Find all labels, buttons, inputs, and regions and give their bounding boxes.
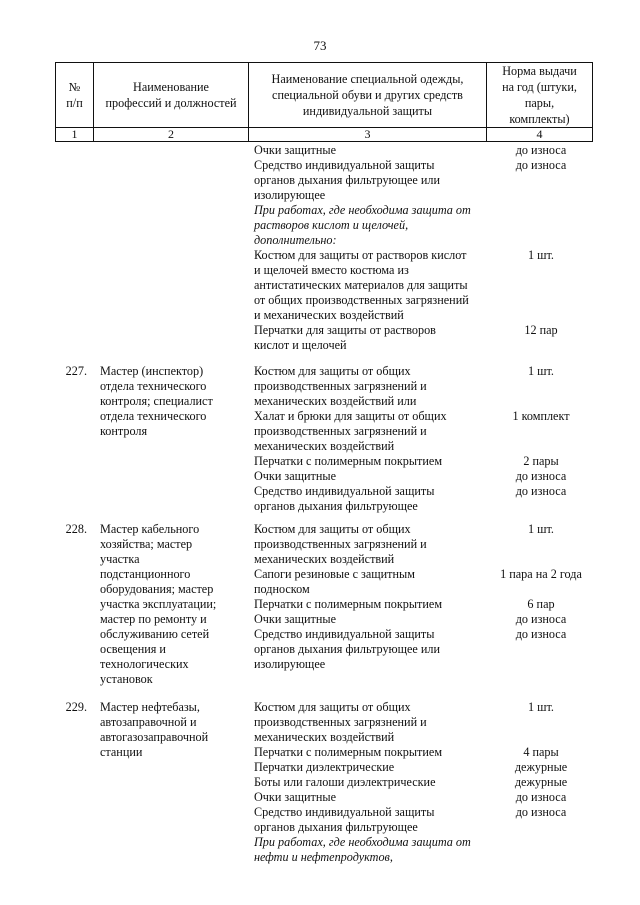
row-228-norm: 1 пара на 2 года (500, 567, 582, 581)
profession-name: Мастер (инспектор) отдела технического контроля; специалист отдела технического контроля (100, 364, 213, 438)
row-229-item: Костюм для защиты от общих производственных загрязнений и механических воздействий (254, 700, 427, 744)
row-228-norm: до износа (515, 627, 567, 641)
row-229-item: Перчатки с полимерным покрытием (254, 745, 443, 759)
row-227-item: Средство индивидуальной защиты органов дыхания фильтрующее (254, 484, 435, 513)
continuation-norm: 1 шт. (528, 248, 554, 262)
row-227-norm: до износа (515, 484, 567, 498)
continuation-item: Перчатки для защиты от растворов кислот и щелочей (254, 323, 436, 352)
column-number-2: 2 (94, 128, 249, 142)
row-229-item: Средство индивидуальной защиты органов дыхания фильтрующее (254, 805, 435, 834)
row-229-item: При работах, где необходима защита от нефти и нефтепродуктов, (254, 835, 471, 864)
row-228-item: Очки защитные (254, 612, 336, 626)
continuation-item: Средство индивидуальной защиты органов дыхания фильтрующее или изолирующее (254, 158, 441, 202)
row-229-norm: дежурные (514, 775, 568, 789)
continuation-item: Очки защитные (254, 143, 336, 157)
header-ppe-name-text: Наименование специальной одежды, специальной обуви и других средств индивидуальной защиты (271, 72, 464, 118)
page-number: 73 (313, 38, 327, 53)
row-number: 228. (65, 522, 87, 536)
row-227-norm: 1 комплект (512, 409, 570, 423)
row-number: 227. (65, 364, 87, 378)
header-profession-text: Наименование профессий и должностей (105, 80, 237, 110)
column-number-1: 1 (56, 128, 94, 142)
row-229-item: Очки защитные (254, 790, 336, 804)
row-229-norm: 1 шт. (528, 700, 554, 714)
row-228-item: Костюм для защиты от общих производственных загрязнений и механических воздействий (254, 522, 427, 566)
continuation-norm: 12 пар (524, 323, 558, 337)
column-number-4: 4 (487, 128, 593, 142)
header-norm-text: Норма выдачи на год (штуки, пары, комплекты) (502, 64, 577, 126)
row-227-norm: 2 пары (523, 454, 559, 468)
row-number: 229. (65, 700, 87, 714)
row-227-item: Очки защитные (254, 469, 336, 483)
row-227-norm: 1 шт. (528, 364, 554, 378)
row-228-norm: 6 пар (527, 597, 555, 611)
row-229-norm: дежурные (514, 760, 568, 774)
row-227-norm: до износа (515, 469, 567, 483)
row-228-norm: до износа (515, 612, 567, 626)
row-229-norm: до износа (515, 805, 567, 819)
row-229-item: Боты или галоши диэлектрические (254, 775, 436, 789)
continuation-item: Костюм для защиты от растворов кислот и щелочей вместо костюма из антистатических материалов для защиты от общих производственных загрязнений и механических воздействий (254, 248, 469, 322)
row-228-item: Сапоги резиновые с защитным подноском (254, 567, 415, 596)
column-number-3: 3 (249, 128, 487, 142)
row-229-norm: 4 пары (523, 745, 559, 759)
row-229-item: Перчатки диэлектрические (254, 760, 395, 774)
row-227-item: Халат и брюки для защиты от общих производственных загрязнений и механических воздействий (254, 409, 447, 453)
continuation-norm: до износа (515, 143, 567, 157)
row-229-norm: до износа (515, 790, 567, 804)
row-228-norm: 1 шт. (528, 522, 554, 536)
row-228-item: Перчатки с полимерным покрытием (254, 597, 443, 611)
profession-name: Мастер кабельного хозяйства; мастер участка подстанционного оборудования; мастер участка эксплуатации; мастер по ремонту и обслуживанию сетей освещения и технологических установок (100, 522, 217, 686)
profession-name: Мастер нефтебазы, автозаправочной и автогазозаправочной станции (100, 700, 209, 759)
header-number-text: № п/п (66, 80, 83, 110)
continuation-item: При работах, где необходима защита от растворов кислот и щелочей, дополнительно: (254, 203, 471, 247)
continuation-norm: до износа (515, 158, 567, 172)
row-227-item: Костюм для защиты от общих производственных загрязнений и механических воздействий или (254, 364, 427, 408)
row-227-item: Перчатки с полимерным покрытием (254, 454, 443, 468)
row-228-item: Средство индивидуальной защиты органов дыхания фильтрующее или изолирующее (254, 627, 441, 671)
